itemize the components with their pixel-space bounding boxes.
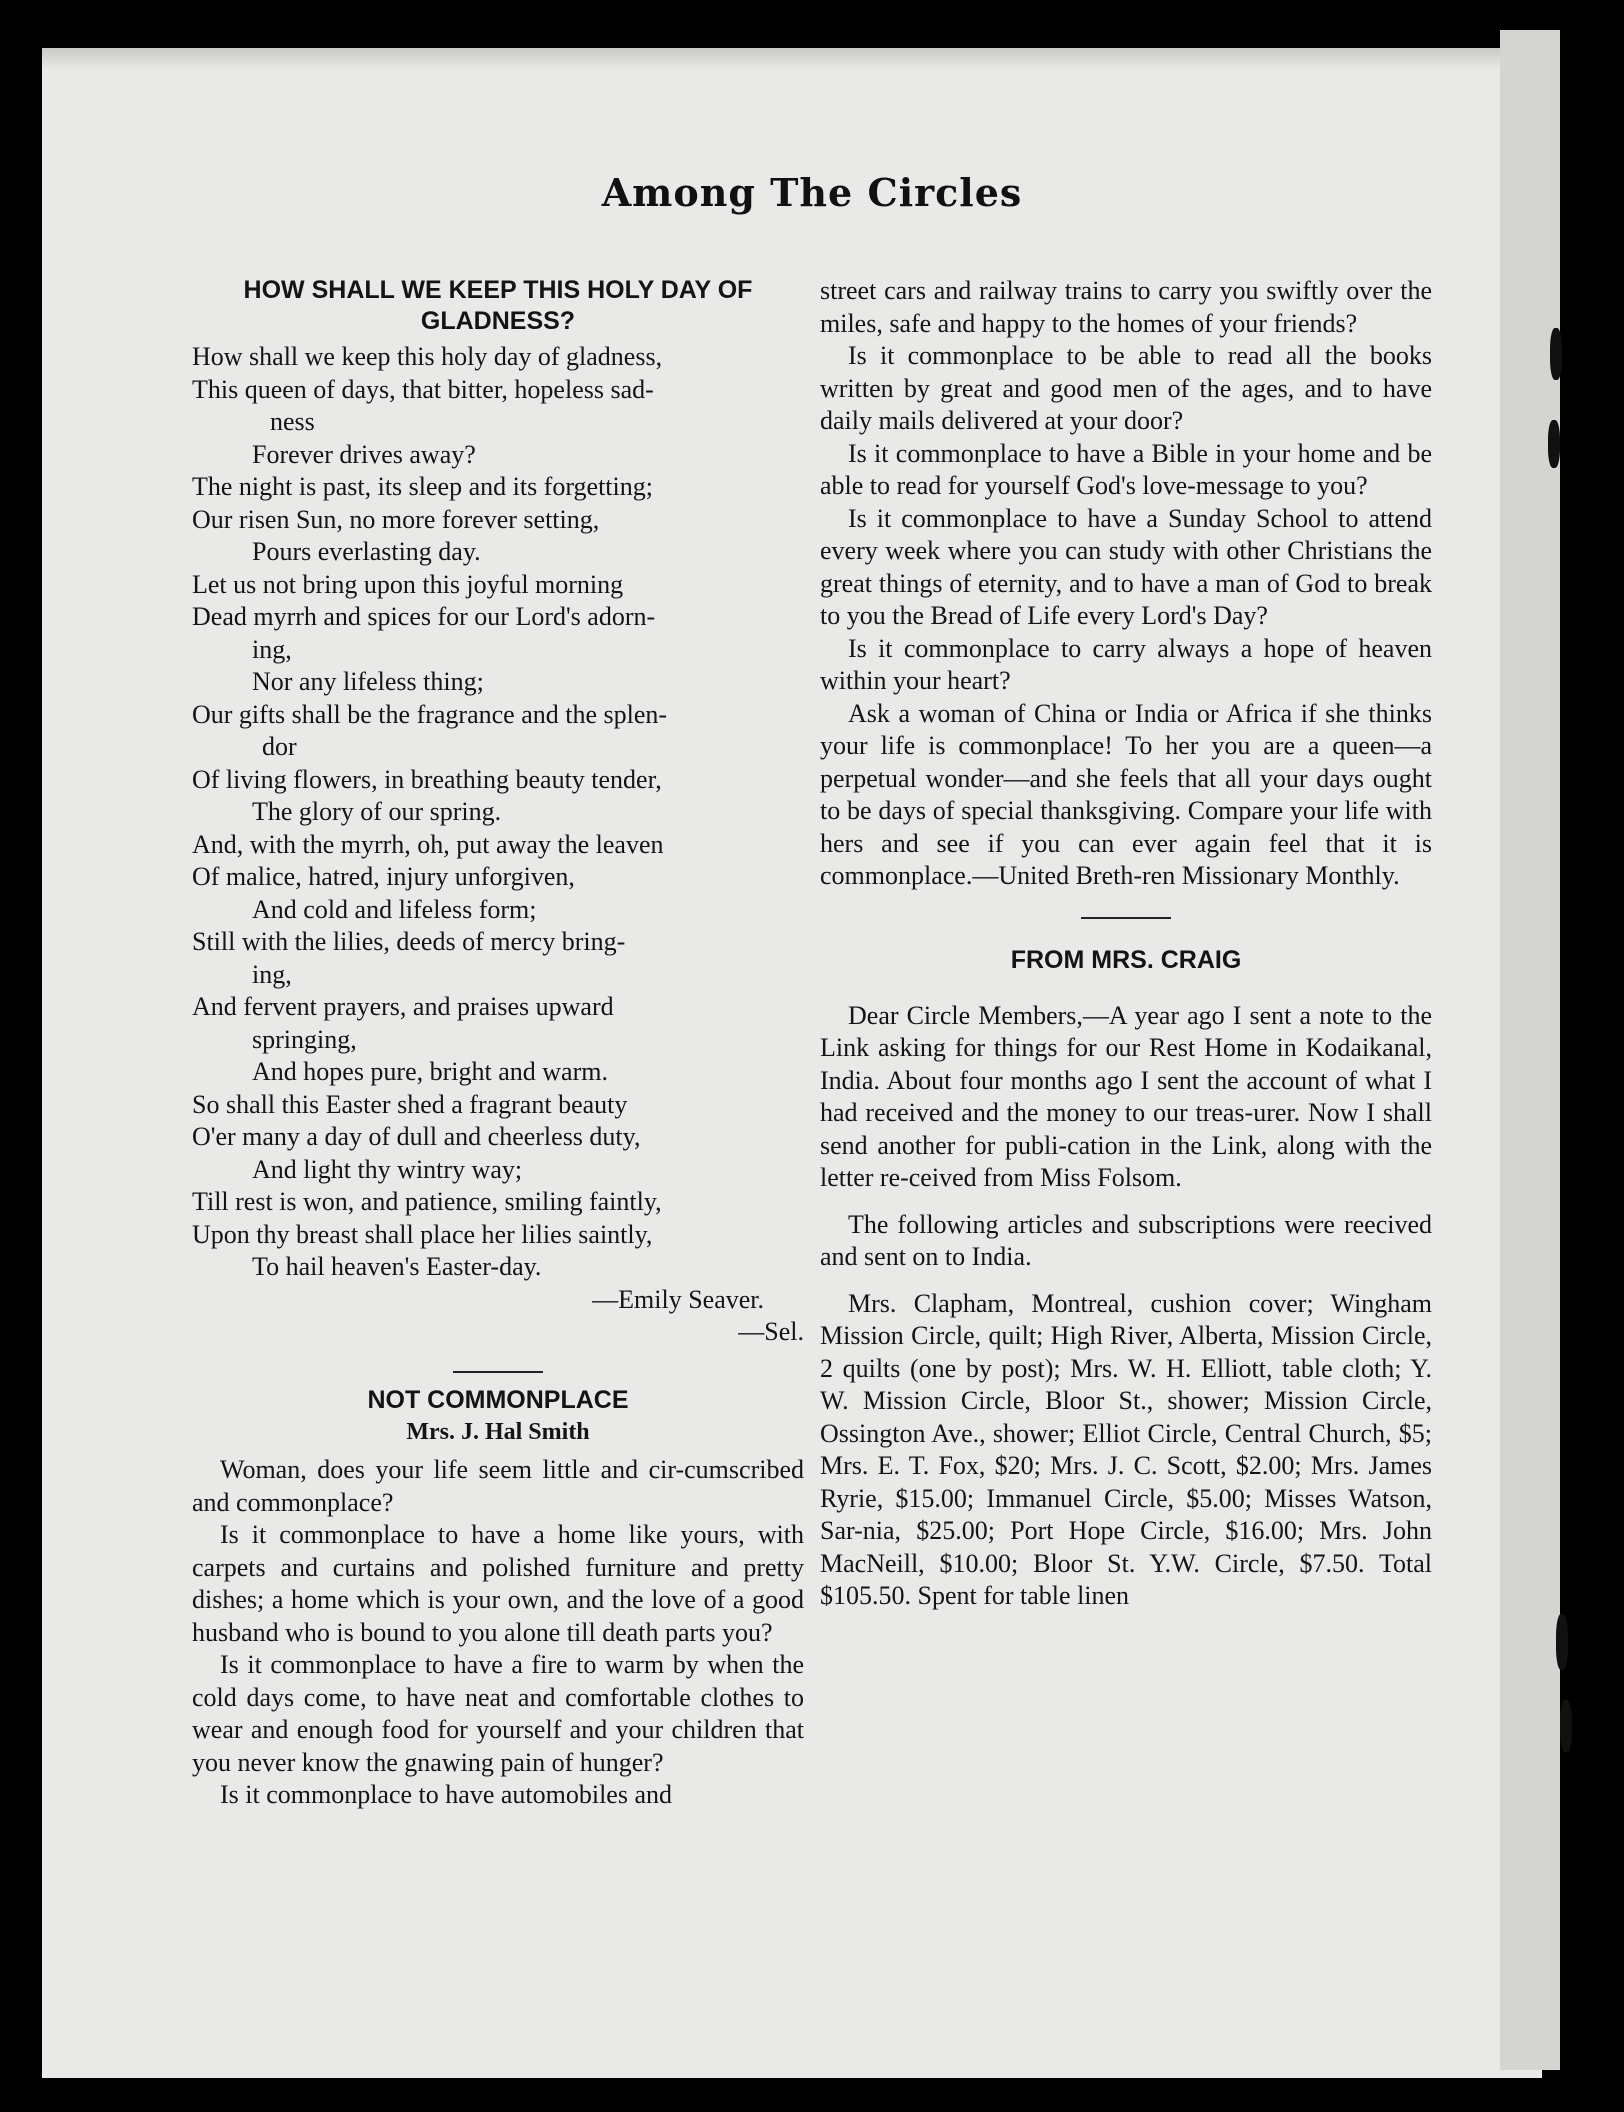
poem-line: This queen of days, that bitter, hopeless sad-: [192, 374, 654, 404]
poem-line: Upon thy breast shall place her lilies saintly,: [192, 1219, 653, 1249]
article-title: NOT COMMONPLACE: [367, 1385, 629, 1414]
poem-line: And fervent prayers, and praises upward: [192, 992, 614, 1021]
poem-line: Still with the lilies, deeds of mercy bring-: [192, 927, 626, 956]
poem-author: —Emily Seaver.: [592, 1284, 764, 1314]
paragraph: Is it commonplace to have automobiles and: [220, 1780, 672, 1809]
poem-source: —Sel.: [738, 1317, 804, 1346]
divider: [1081, 917, 1171, 919]
poem-line: Of living flowers, in breathing beauty tender,: [192, 764, 662, 794]
article-byline: Mrs. J. Hal Smith: [406, 1418, 590, 1445]
divider: [453, 1371, 543, 1373]
poem-body: [192, 341, 804, 1284]
paragraph: Is it commonplace to be able to read all the books written by great and good men of the ages, and to have daily mails delivered at your door?: [820, 341, 1432, 435]
binder-hole-mark: [1548, 420, 1560, 468]
poem-line: To hail heaven's Easter-day.: [252, 1252, 542, 1281]
poem-line: ing,: [252, 634, 292, 664]
paragraph: street cars and railway trains to carry you swiftly over the miles, safe and happy to the homes of your friends?: [820, 276, 1432, 338]
poem-line: Of malice, hatred, injury unforgiven,: [192, 862, 575, 891]
paragraph: Is it commonplace to have a Bible in your home and be able to read for yourself God's love-message to you?: [820, 438, 1432, 500]
paragraph: Is it commonplace to have a Sunday School to attend every week where you can study with other Christians the great things of eternity, and to have a man of God to break to you the Bread of Life every Lord's Day?: [820, 503, 1432, 630]
poem-title: HOW SHALL WE KEEP THIS HOLY DAY OF GLADNESS?: [243, 276, 753, 335]
binder-hole-mark: [1550, 328, 1562, 380]
paragraph: Is it commonplace to have a home like yours, with carpets and curtains and polished furniture and pretty dishes; a home which is your own, and the love of a good husband who is bound to you alone till death parts you?: [192, 1520, 804, 1647]
poem-line: Dead myrrh and spices for our Lord's adorn-: [192, 602, 656, 631]
binder-hole-mark: [1560, 1700, 1572, 1752]
poem-line: The glory of our spring.: [252, 797, 502, 826]
paragraph: Is it commonplace to have a fire to warm by when the cold days come, to have neat and comfortable clothes to wear and enough food for yourself and your children that you never know the gnawing pain of hunger?: [192, 1650, 804, 1777]
poem-line: springing,: [252, 1024, 357, 1054]
poem-line: And hopes pure, bright and warm.: [252, 1057, 608, 1086]
poem-line: ness: [270, 407, 315, 436]
paragraph: Mrs. Clapham, Montreal, cushion cover; Wingham Mission Circle, quilt; High River, Alberta, Mission Circle, 2 quilts (one by post); Mrs. W. H. Elliott, table cloth; Y. W. Mission Circle, Bloor St., shower; Mission Circle, Ossington Ave., shower; Elliot Circle, Central Church, $5; Mrs. E. T. Fox, $20; Mrs. J. C. Scott, $2.00; Mrs. James Ryrie, $15.00; Immanuel Circle, $5.00; Misses Watson, Sar-nia, $25.00; Port Hope Circle, $16.00; Mrs. John MacNeill, $10.00; Bloor St. Y.W. Circle, $7.50. Total $105.50. Spent for table linen: [820, 1288, 1432, 1610]
poem-line: ing,: [252, 959, 292, 989]
poem-line: Forever drives away?: [252, 439, 476, 469]
binder-hole-mark: [1556, 1614, 1568, 1670]
paragraph: Is it commonplace to carry always a hope of heaven within your heart?: [820, 633, 1432, 695]
article-title: FROM MRS. CRAIG: [1010, 945, 1242, 974]
paragraph: Ask a woman of China or India or Africa if she thinks your life is commonplace! To her you are a queen—a perpetual wonder—and she feels that all your days ought to be days of special thanksgiving. Compare your life with hers and see if you can ever again feel that it is commonplace.—United Breth-ren Missionary Monthly.: [820, 698, 1432, 890]
poem-line: Let us not bring upon this joyful morning: [192, 569, 624, 599]
poem-line: The night is past, its sleep and its forgetting;: [192, 472, 653, 501]
poem-line: And light thy wintry way;: [252, 1154, 523, 1184]
poem-line: So shall this Easter shed a fragrant beauty: [192, 1089, 628, 1119]
poem-line: Our gifts shall be the fragrance and the splen-: [192, 699, 668, 729]
poem-line: Our risen Sun, no more forever setting,: [192, 504, 600, 534]
poem-line: Till rest is won, and patience, smiling faintly,: [192, 1187, 662, 1216]
paragraph: The following articles and subscriptions were reecived and sent on to India.: [820, 1209, 1432, 1271]
paragraph: Woman, does your life seem little and cir-cumscribed and commonplace?: [192, 1455, 804, 1517]
paragraph: Dear Circle Members,—A year ago I sent a note to the Link asking for things for our Rest Home in Kodaikanal, India. About four months ago I sent the account of what I had received and the money to our treas-urer. Now I shall send another for publi-cation in the Link, along with the letter re-ceived from Miss Folsom.: [820, 1000, 1432, 1192]
poem-line: And cold and lifeless form;: [252, 894, 537, 924]
page-edge-shadow: [42, 48, 1542, 70]
poem-line: dor: [262, 732, 297, 761]
poem-line: How shall we keep this holy day of gladness,: [192, 342, 663, 371]
section-heading: Among The Circles: [601, 170, 1023, 215]
right-column: [820, 275, 1432, 1613]
poem-line: O'er many a day of dull and cheerless duty,: [192, 1122, 641, 1151]
poem-line: And, with the myrrh, oh, put away the leaven: [192, 829, 664, 859]
poem-line: Pours everlasting day.: [252, 537, 481, 566]
left-column: [192, 275, 804, 1812]
poem-line: Nor any lifeless thing;: [252, 667, 484, 696]
